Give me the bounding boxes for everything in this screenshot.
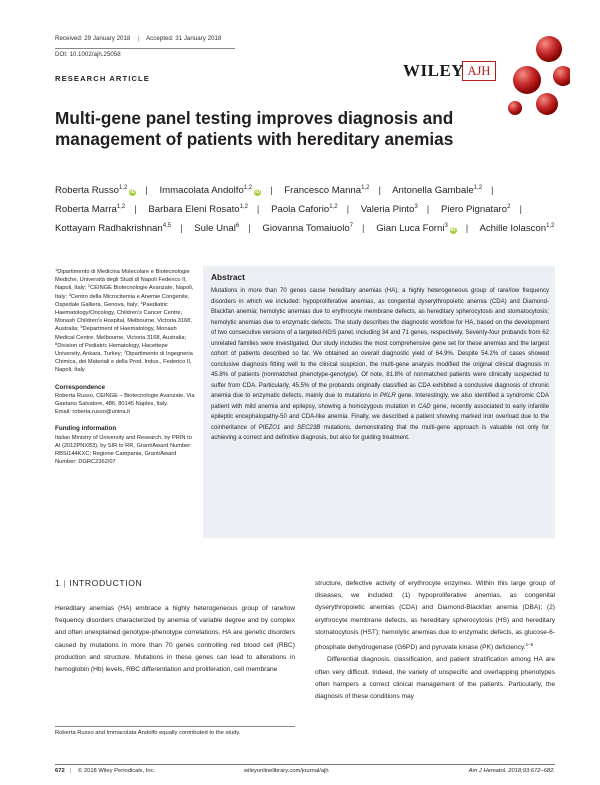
cell-2 bbox=[553, 66, 570, 86]
author-separator: | bbox=[270, 185, 273, 196]
correspondence-heading: Correspondence bbox=[55, 383, 106, 391]
author[interactable]: Giovanna Tomaiuolo$^7$ bbox=[262, 223, 354, 234]
author-separator: | bbox=[248, 223, 251, 234]
footer-divider bbox=[55, 764, 555, 765]
correspondence-text: Roberta Russo, CEINGE – Biotecnologie Avanzate, Via Gaetano Salvatore, 486, 80145 Naples, Italy. bbox=[55, 392, 195, 408]
affiliation: Dipartimento di Ingegneria Chimica, dei Materiali e della Prod. Indus., Federico II, Napoli, Italy bbox=[55, 351, 193, 374]
cell-5 bbox=[508, 101, 522, 115]
orcid-icon[interactable]: iD bbox=[450, 227, 456, 233]
author[interactable]: Barbara Eleni Rosato$^{1,2}$ bbox=[148, 204, 248, 215]
intro-right-column bbox=[315, 578, 555, 703]
author[interactable]: Immacolata Andolfo$^{1,2}$iD bbox=[159, 185, 261, 196]
author[interactable]: Roberta Marra$^{1,2}$ bbox=[55, 204, 126, 215]
author-separator: | bbox=[145, 185, 148, 196]
author-separator: | bbox=[180, 223, 183, 234]
author-separator: | bbox=[465, 223, 469, 234]
section-heading-introduction: 1 | INTRODUCTION bbox=[55, 578, 143, 588]
author[interactable]: Achille Iolascon$^{1,2}$ bbox=[479, 223, 555, 234]
author[interactable]: Kottayam Radhakrishnan$^{4,5}$ bbox=[55, 223, 172, 234]
affiliation: Paediatric Haematology/Oncology, Children's Cancer Centre, Monash Children's Hospital, Melbourne, Victoria 3168, Australia; bbox=[55, 301, 192, 333]
intro-paragraph-1: Hereditary anemias (HA) embrace a highly heterogeneous group of rare/low frequency disorders characterized by anemia of variable degree and by complex and often unexplained genotype-phenotype correlations. HA are genetic disorders caused by mutations in more than 70 genes controlling red blood cell (RBC) production and structure. Mutations in these genes can lead to alterations in hemoglobin (Hb) levels, RBC differentiation and proliferation, cell membrane bbox=[55, 605, 295, 674]
affiliation: Division of Pediatric Hematology, Hacettepe University, Ankara, Turkey; bbox=[55, 342, 168, 358]
journal-url[interactable]: wileyonlinelibrary.com/journal/ajh bbox=[244, 768, 329, 774]
gene-cad: CAD bbox=[417, 403, 431, 410]
correspondence-email[interactable]: Email: roberta.russo@unina.it bbox=[55, 409, 131, 416]
funding-text: Italian Ministry of University and Research, by PRIN to AI (2012PNXB3), by SIR to RR, Grant/Award Number: RBSI144KXC; Regione Campania, Grant/Award Number: DGRC2362/07 bbox=[55, 434, 192, 466]
author[interactable]: Paola Caforio$^{1,2}$ bbox=[271, 204, 338, 215]
funding-heading: Funding information bbox=[55, 425, 117, 433]
author-separator: | bbox=[378, 185, 381, 196]
copyright: © 2018 Wiley Periodicals, Inc. bbox=[78, 768, 156, 774]
author-separator: | bbox=[134, 204, 137, 215]
author-separator: | bbox=[491, 185, 494, 196]
cell-3 bbox=[513, 66, 541, 94]
gene-pklr: PKLR bbox=[379, 393, 396, 399]
wiley-logo: WILEY bbox=[403, 61, 465, 80]
affiliation: CEINGE Biotecnologie Avanzate, Napoli, Italy; bbox=[55, 285, 194, 300]
author[interactable]: Sule Unal$^6$ bbox=[194, 223, 240, 234]
author-separator: | bbox=[346, 204, 350, 215]
orcid-icon[interactable]: iD bbox=[255, 189, 261, 195]
author-separator: | bbox=[256, 204, 260, 215]
cell-4 bbox=[536, 93, 558, 115]
cell-1 bbox=[536, 36, 562, 62]
accepted-date: Accepted: 31 January 2018 bbox=[146, 35, 222, 42]
intro-paragraph-1-cont: structure, defective activity of erythrocyte enzymes. Within this large group of diseases, we included: (1) hypoproliferative anemias, as congenital dyserythropoietic anemias (CDA) and Diamond-Blackfan anemia (DBA); (2) erythrocyte membrane defects, as hereditary spherocytosis (HS) and hereditary stomatocytosis (HST); hemolytic anemias due to enzymatic defects, as glucose-6-phosphate dehydrogenase (G6PD) and pyruvate kinase (PK) deficiency.$^{1-6}$ bbox=[315, 580, 555, 652]
orcid-icon[interactable]: iD bbox=[130, 189, 136, 195]
article-type: RESEARCH ARTICLE bbox=[55, 74, 150, 83]
abstract-heading: Abstract bbox=[211, 272, 245, 282]
author-separator: | bbox=[362, 223, 365, 234]
citation: Am J Hematol. 2018;93:672–682. bbox=[468, 768, 555, 774]
author-separator: | bbox=[426, 204, 430, 215]
affiliation: Department of Haematology, Monash Medical Centre, Melbourne, Victoria 3168, Australia; bbox=[55, 326, 187, 341]
author[interactable]: Gian Luca Forni$^3$iD bbox=[376, 223, 456, 234]
author[interactable]: Piero Pignataro$^2$ bbox=[440, 204, 511, 215]
left-sidebar bbox=[55, 268, 195, 466]
affiliation: Dipartimento di Medicina Molecolare e Biotecnologie Mediche, Università degli Studi di Napoli Federico II, Napoli, Italy; bbox=[55, 269, 190, 292]
received-date: Received: 29 January 2018 bbox=[55, 35, 131, 42]
affiliation: Centro della Microcitemia e Anemie Congenite, Ospedale Galliera, Genova, Italy; bbox=[55, 293, 190, 308]
article-title: Multi-gene panel testing improves diagnosis and management of patients with hereditary anemias bbox=[55, 108, 454, 149]
gene-piezo1: PIEZO1 bbox=[258, 424, 281, 431]
author-list bbox=[55, 181, 555, 238]
author[interactable]: Antonella Gambale$^{1,2}$ bbox=[392, 185, 483, 196]
author[interactable]: Valeria Pinto$^3$ bbox=[360, 204, 418, 215]
intro-paragraph-2: Differential diagnosis, classification, and patient stratification among HA are often very difficult. Indeed, the variety of unspecific and overlapping phenotypes often hampers a correct clinical management of the patients. Particularly, the diagnosis of these conditions may bbox=[315, 656, 555, 701]
page-number: 672 bbox=[55, 768, 65, 774]
abstract-text: Mutations in more than 70 genes cause hereditary anemias (HA), a highly heterogeneous group of rare/low frequency disorders in which we included: hypoproliferative anemias, as congenital dyserythropoietic anemia (CDA) and Diamond-Blackfan anemia; hemolytic anemias due to erythrocyte membrane defects, as hereditary spherocytosis and stomatocytosis; hemolytic anemias due to enzymatic defects. The study describes the diagnostic workflow for HA, based on the development of two consecutive versions of a targeted-NGS panel, including 34 and 71 genes, respectively. Seventy-four probands from 62 unrelated families were investigated. Our study includes the most comprehensive gene set for these anemias and the largest cohort of patients described so far. We obtained an overall diagnostic yield of 64.9%. Despite 54.2% of cases showed conclusive diagnosis fitting well to the clinical suspicion, the multi-gene analysis modified the original clinical diagnosis in 45.8% of patients (nonmatched phenotype-genotype). Of note, 81.8% of nonmatched patients were clinically suspected to suffer from CDA. Particularly, 45.5% of the probands originally classified as CDA exhibited a conclusive diagnosis of chronic anemia due to enzymatic defects, mainly due to mutations in PKLR gene. Interestingly, we also identified a syndromic CDA patient with mild anemia and epilepsy, showing a homozygous mutation in CAD gene, recently associated to early infantile epileptic encephalopathy-50 and CDA-like anemia. Finally, we described a patient showing marked iron overload due to the coinheritance of PIEZO1 and SEC23B mutations, demonstrating that the multi-gene approach is valuable not only for achieving a correct and definitive diagnosis, but also for guiding treatment. bbox=[211, 288, 550, 441]
intro-left-column bbox=[55, 603, 295, 676]
footer-separator: | bbox=[70, 768, 72, 774]
affiliations: $^1$Dipartimento di Medicina Molecolare e Biotecnologie Mediche, Università degli Studi di Napoli Federico II, Napoli, Italy; $^2$CEINGE Biotecnologie Avanzate, Napoli, Italy; $^3$Centro della Microcitemia e Anemie Congenite, Ospedale Galliera, Genova, Italy; $^4$Paediatric Haematology/Oncology, Children's Cancer Centre, Monash Children's Hospital, Melbourne, Victoria 3168, Australia; $^5$Department of Haematology, Monash Medical Centre, Melbourne, Victoria 3168, Australia; $^6$Division of Pediatric Hematology, Hacettepe University, Ankara, Turkey; $^7$Dipartimento di Ingegneria Chimica, dei Materiali e della Prod. Indus., Federico II, Napoli, Italy bbox=[55, 267, 194, 374]
footnote-divider bbox=[55, 726, 295, 727]
meta-separator: | bbox=[138, 35, 140, 42]
red-blood-cells-graphic bbox=[505, 36, 570, 116]
author[interactable]: Francesco Manna$^{1,2}$ bbox=[284, 185, 370, 196]
author-separator: | bbox=[519, 204, 522, 215]
ajh-logo: AJH bbox=[462, 61, 496, 81]
abstract-box bbox=[203, 266, 555, 538]
doi[interactable]: DOI: 10.1002/ajh.25058 bbox=[55, 51, 121, 58]
footnote: Roberta Russo and Immacolata Andolfo equally contributed to the study. bbox=[55, 730, 241, 736]
gene-sec23b: SEC23B bbox=[297, 424, 321, 431]
author[interactable]: Roberta Russo$^{1,2}$iD bbox=[55, 185, 136, 196]
meta-divider bbox=[55, 48, 235, 49]
